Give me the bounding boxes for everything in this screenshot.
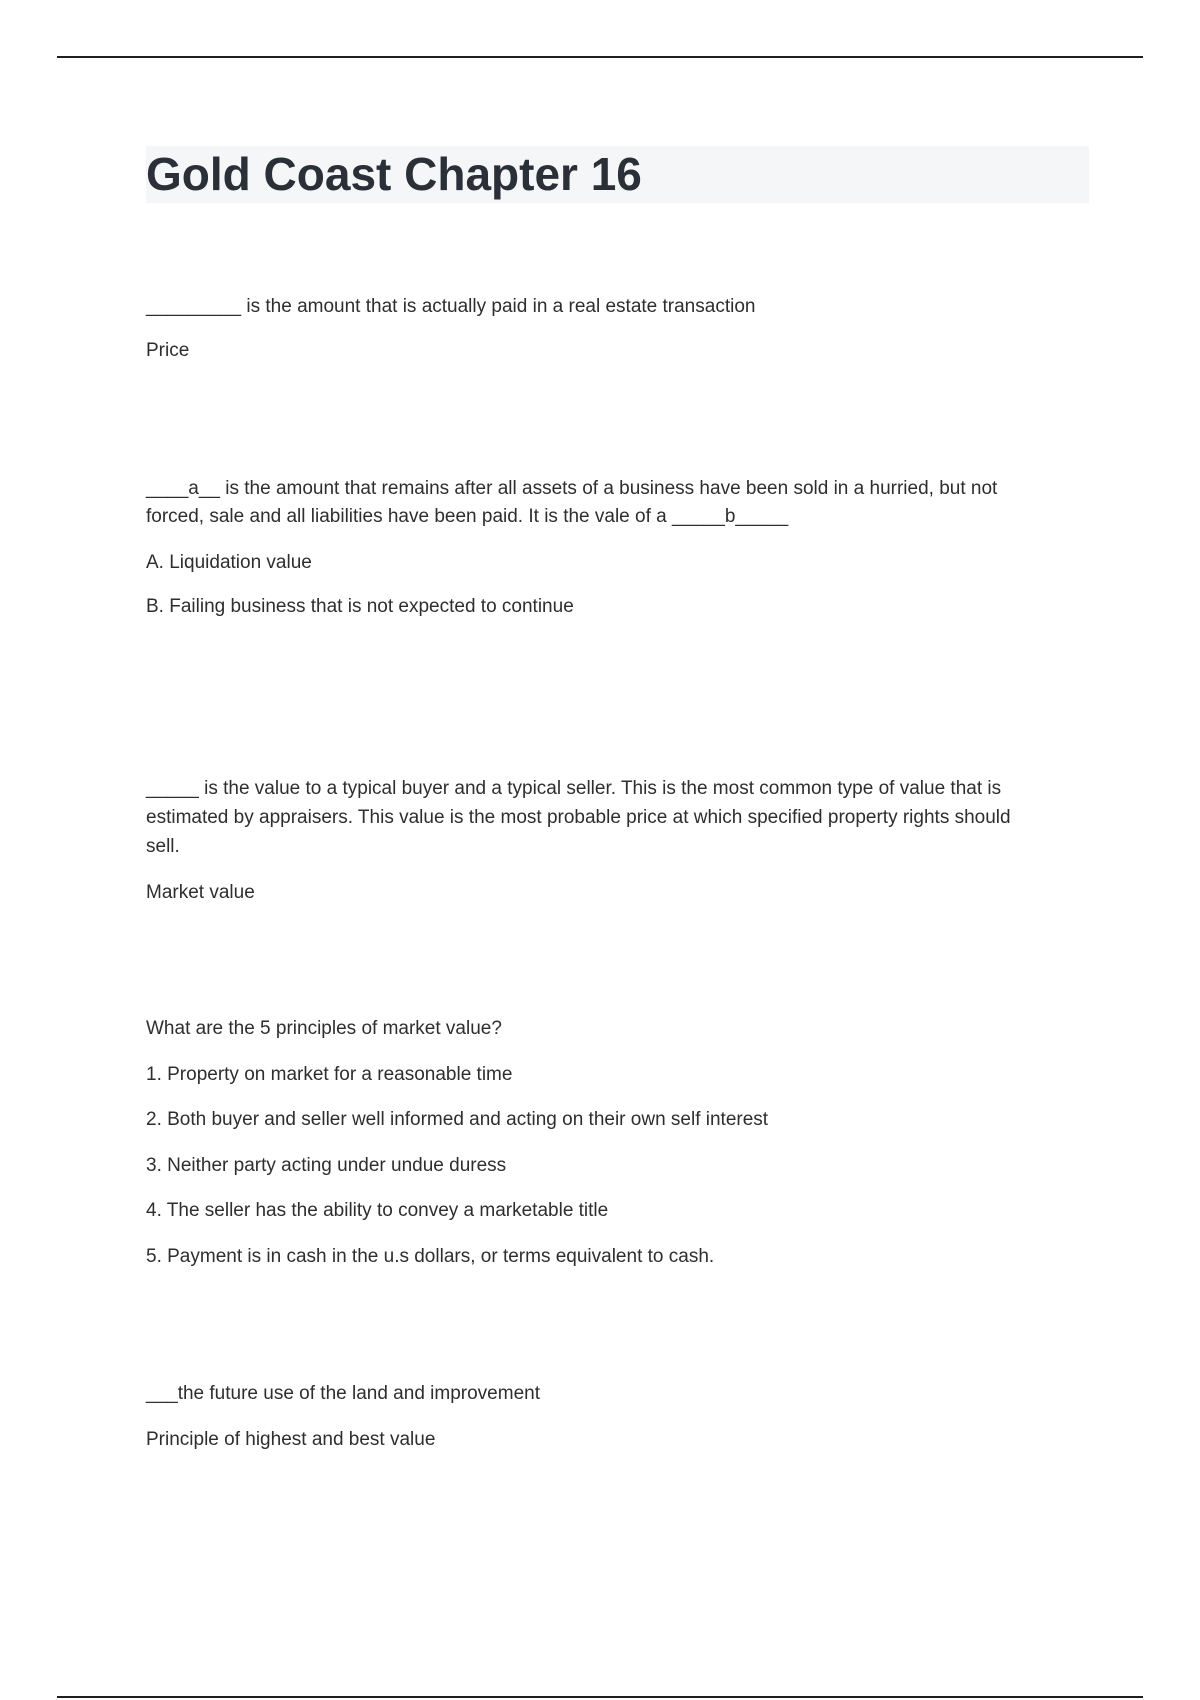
answer-3: Market value — [146, 882, 255, 903]
bottom-rule — [57, 1696, 1143, 1698]
question-5: ___the future use of the land and improvement — [146, 1383, 540, 1404]
answer-4-item-3: 3. Neither party acting under undue duress — [146, 1155, 507, 1176]
question-3-line-3: sell. — [146, 836, 180, 857]
answer-1: Price — [146, 340, 190, 361]
question-3-line-2: estimated by appraisers. This value is the most probable price at which specified property rights should — [146, 807, 1011, 828]
question-3-line-1: _____ is the value to a typical buyer and a typical seller. This is the most common type of value that is — [146, 778, 1002, 799]
answer-4-item-2: 2. Both buyer and seller well informed and acting on their own self interest — [146, 1109, 769, 1130]
answer-2b: B. Failing business that is not expected to continue — [146, 596, 574, 617]
question-2-line-2: forced, sale and all liabilities have been paid. It is the vale of a _____b_____ — [146, 506, 789, 527]
top-rule — [57, 56, 1143, 58]
answer-2a: A. Liquidation value — [146, 552, 312, 573]
answer-4-item-4: 4. The seller has the ability to convey a marketable title — [146, 1200, 609, 1221]
answer-4-item-5: 5. Payment is in cash in the u.s dollars, or terms equivalent to cash. — [146, 1246, 715, 1267]
question-1: _________ is the amount that is actually paid in a real estate transaction — [146, 296, 756, 317]
answer-4-item-1: 1. Property on market for a reasonable time — [146, 1064, 513, 1085]
question-4: What are the 5 principles of market value? — [146, 1018, 502, 1039]
question-2-line-1: ____a__ is the amount that remains after all assets of a business have been sold in a hurried, but not — [146, 478, 998, 499]
answer-5: Principle of highest and best value — [146, 1429, 436, 1450]
page-title: Gold Coast Chapter 16 — [146, 148, 642, 200]
